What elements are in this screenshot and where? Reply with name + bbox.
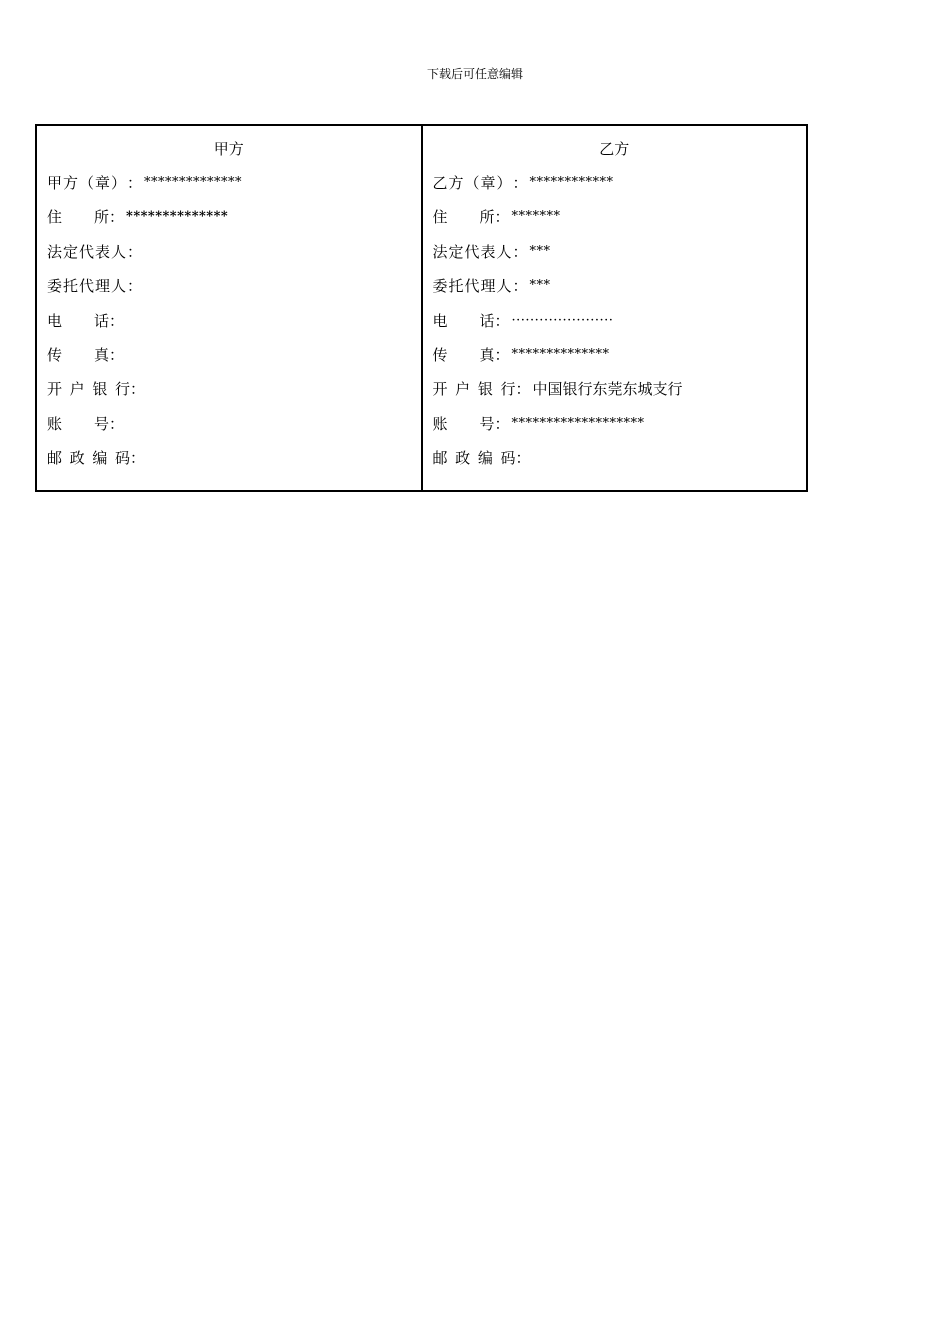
field-label: 委托代理人 [432,277,513,296]
field-colon: ： [109,311,125,330]
field-label: 传真 [47,345,109,364]
field-colon: ： [515,380,531,399]
field-value: 中国银行东莞东城支行 [532,380,683,399]
field-colon: ： [109,414,125,433]
party-b-column [423,126,807,490]
field-value: *** [529,278,551,294]
field-colon: ： [512,277,528,296]
field-colon: ： [109,345,125,364]
party-b-field-list [433,173,801,483]
party-b-address-row [433,207,801,241]
field-label: 法定代表人 [47,242,128,261]
field-label: 电话 [432,311,495,330]
field-colon: ： [130,380,146,399]
field-label: 住所 [47,208,109,227]
field-colon: ： [494,208,510,227]
party-b-agent-row [433,276,801,310]
field-label: 甲方（章） [47,174,128,192]
party-a-legal-rep-row [47,242,415,276]
field-label: 传真 [432,345,495,364]
field-colon: ： [127,277,143,296]
field-value: ************** [511,346,610,362]
field-label: 账号 [47,414,109,433]
field-value: ······················ [511,312,614,328]
party-b-postcode-row [433,448,801,482]
signature-table [35,124,808,492]
field-label: 账号 [432,414,495,433]
party-a-seal-row [47,173,415,207]
party-a-account-row [47,414,415,448]
party-b-account-row [433,414,801,448]
party-a-phone-row [47,311,415,345]
party-b-heading: 乙方 [599,140,630,158]
field-value: *** [529,243,551,259]
field-label: 乙方（章） [432,174,513,192]
party-b-seal-row [433,173,801,207]
party-b-legal-rep-row [433,242,801,276]
field-colon: ： [494,311,510,330]
field-label: 法定代表人 [432,242,513,261]
field-value: ************** [144,175,243,190]
field-value: ************ [529,175,614,190]
field-colon: ： [130,449,146,468]
field-label: 邮政编码 [432,449,516,468]
field-colon: ： [494,345,510,364]
field-label: 住所 [432,208,495,227]
field-label: 邮政编码 [47,449,130,468]
field-colon: ： [512,242,528,261]
field-colon: ： [127,174,143,192]
page-header-note: 下载后可任意编辑 [426,67,523,81]
party-b-fax-row [433,345,801,379]
party-a-agent-row [47,276,415,310]
party-a-address-row [47,207,415,241]
field-label: 委托代理人 [47,277,128,296]
field-value: ******************* [511,415,645,431]
field-value: ******* [511,209,561,225]
field-colon: ： [494,414,510,433]
party-a-postcode-row [47,448,415,482]
field-label: 电话 [47,311,109,330]
field-label: 开户银行 [432,380,516,399]
party-a-heading: 甲方 [213,140,244,158]
party-a-field-list [47,173,415,483]
party-a-fax-row [47,345,415,379]
party-a-column [37,126,423,490]
field-value: ************** [126,209,229,225]
field-colon: ： [515,449,531,468]
field-label: 开户银行 [47,380,130,399]
party-a-bank-row [47,379,415,413]
field-colon: ： [512,174,528,192]
field-colon: ： [127,242,143,261]
field-colon: ： [109,208,125,227]
party-b-phone-row [433,311,801,345]
party-b-bank-row [433,379,801,413]
